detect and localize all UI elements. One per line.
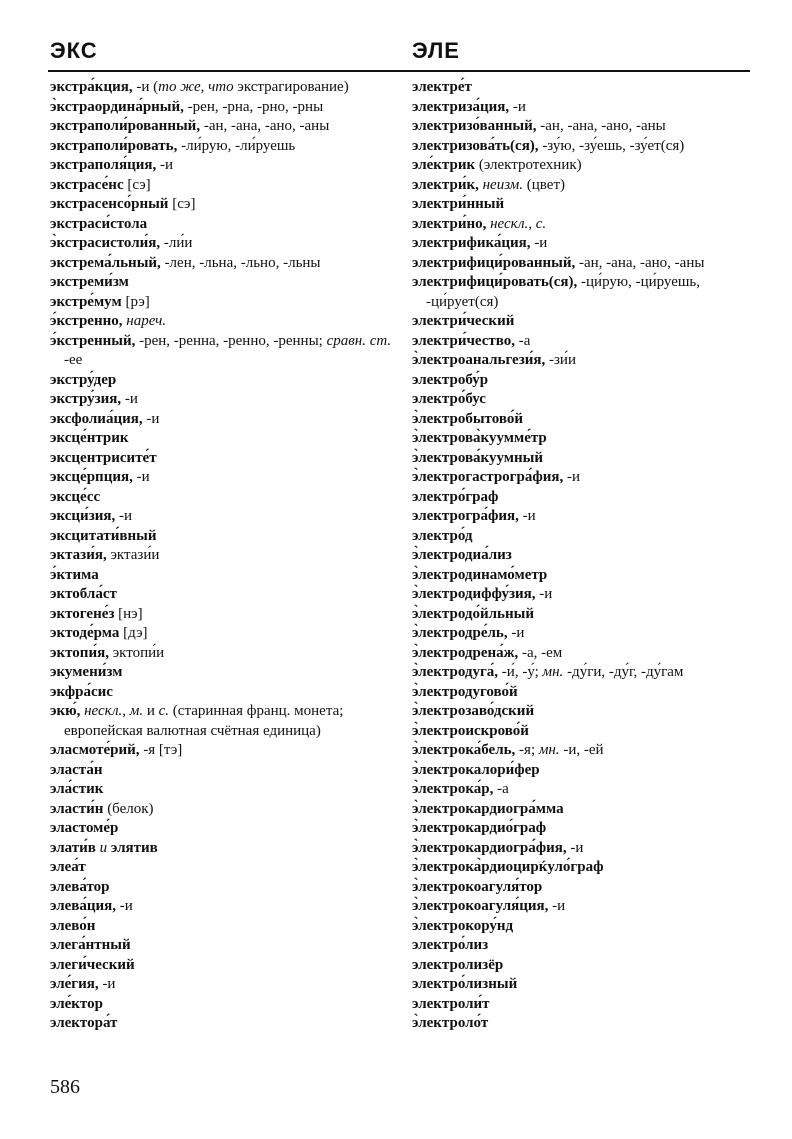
headword: эктази́я, — [50, 547, 107, 563]
dictionary-entry — [412, 995, 752, 1015]
headword: эксцитати́вный — [50, 527, 157, 544]
dictionary-entry — [50, 156, 395, 176]
dictionary-entry — [50, 936, 395, 956]
dictionary-entry — [50, 137, 395, 157]
dictionary-entry — [50, 839, 395, 859]
entry-text: и — [143, 703, 159, 719]
dictionary-entry — [412, 722, 752, 742]
dictionary-entry — [412, 644, 752, 664]
headword: электро́лиз — [412, 937, 489, 953]
headword: э̀лектрока́бель, — [412, 742, 516, 758]
headword: э̀лектроанальгези́я, — [412, 352, 546, 368]
headword: эксци́зия, — [50, 508, 116, 524]
headword: экстре́мум — [50, 293, 122, 310]
headword: электро́д — [412, 527, 473, 544]
running-head-left: ЭКС — [50, 38, 98, 63]
dictionary-entry — [412, 273, 752, 312]
headword: э̀лектробытово́й — [412, 410, 523, 427]
dictionary-entry — [50, 429, 395, 449]
headword: э̀кстраордина́рный, — [50, 98, 184, 115]
entry-text: (цвет) — [523, 176, 565, 193]
dictionary-entry — [50, 371, 395, 391]
entry-label: сравн. ст. — [326, 332, 392, 349]
dictionary-entry — [412, 215, 752, 235]
headword: экстраполи́ровать, — [50, 137, 178, 154]
headword: э̀лектрогастрогра́фия, — [412, 469, 564, 485]
headword: элево́н — [50, 917, 96, 934]
dictionary-entry — [50, 683, 395, 703]
headword: э̀лектрокору́нд — [412, 917, 514, 934]
dictionary-entry — [50, 117, 395, 137]
dictionary-entry — [412, 917, 752, 937]
entry-text: -и — [98, 976, 116, 992]
entry-label: мн. — [538, 742, 560, 758]
entry-text: -и — [563, 469, 581, 485]
right-column — [412, 78, 752, 1034]
headword: экстрасенсо́рный — [50, 196, 169, 212]
headword: э̀лектродрена́ж, — [412, 644, 519, 661]
headword: э̀лектрокардио́граф — [412, 820, 547, 836]
dictionary-entry — [412, 1014, 752, 1034]
dictionary-entry — [50, 273, 395, 293]
dictionary-entry — [50, 176, 395, 196]
entry-label: нескл., с. — [490, 215, 547, 232]
headword: электора́т — [50, 1015, 118, 1031]
headword: электро́лизный — [412, 976, 518, 992]
dictionary-entry — [50, 878, 395, 898]
headword: э̀лектрова́куумный — [412, 449, 543, 466]
headword: экю́, — [50, 703, 81, 719]
headword: электрогра́фия, — [412, 508, 519, 524]
entry-label: и — [99, 839, 108, 856]
dictionary-entry — [50, 858, 395, 878]
dictionary-entry — [50, 761, 395, 781]
page-number: 586 — [50, 1076, 80, 1098]
dictionary-entry — [50, 1014, 395, 1034]
headword: элятив — [110, 839, 158, 856]
entry-text: -ан, -ана, -ано, -аны — [200, 118, 330, 134]
dictionary-entry — [412, 585, 752, 605]
headword: эксце́сс — [50, 488, 101, 505]
entry-label: с. — [158, 703, 170, 719]
headword: эктоде́рма — [50, 625, 120, 641]
dictionary-entry — [50, 488, 395, 508]
dictionary-entry — [412, 780, 752, 800]
headword: эласмоте́рий, — [50, 742, 140, 758]
headword: эла́стик — [50, 781, 104, 797]
dictionary-entry — [412, 546, 752, 566]
headword: э̀лектрова̀куумме́тр — [412, 430, 547, 446]
entry-label: нареч. — [126, 313, 167, 329]
headword: эласта́н — [50, 761, 103, 778]
headword: эласти́н — [50, 800, 104, 817]
dictionary-entry — [50, 215, 395, 235]
entry-text: [сэ] — [123, 176, 151, 193]
headword: электрифика́ция, — [412, 235, 531, 251]
dictionary-entry — [50, 78, 395, 98]
dictionary-entry — [50, 390, 395, 410]
dictionary-entry — [412, 663, 752, 683]
dictionary-entry — [412, 468, 752, 488]
headword: электрифици́ровать(ся), — [412, 274, 578, 290]
entry-text: -я [тэ] — [139, 742, 183, 758]
headword: э̀лектроло́т — [412, 1015, 489, 1031]
entry-text: -ан, -ана, -ано, -аны — [575, 254, 705, 271]
entry-text: -и — [535, 586, 553, 602]
headword: электриза́ция, — [412, 98, 510, 115]
dictionary-entry — [412, 527, 752, 547]
headword: электре́т — [412, 79, 472, 95]
dictionary-entry — [50, 98, 395, 118]
headword: электро́граф — [412, 488, 499, 505]
headword: э̀лектроискрово́й — [412, 722, 529, 739]
dictionary-entry — [412, 878, 752, 898]
entry-text: -а, -ем — [518, 644, 563, 661]
headword: экстраполя́ция, — [50, 157, 157, 173]
dictionary-entry — [50, 956, 395, 976]
headword: э̀лектрокалори́фер — [412, 761, 540, 778]
dictionary-entry — [50, 995, 395, 1015]
dictionary-entry — [412, 410, 752, 430]
entry-text: -и — [121, 391, 138, 407]
dictionary-entry — [50, 527, 395, 547]
dictionary-entry — [50, 624, 395, 644]
dictionary-entry — [412, 117, 752, 137]
headword: э̀лектрокоагуля́тор — [412, 878, 543, 895]
dictionary-entry — [412, 624, 752, 644]
dictionary-entry — [412, 429, 752, 449]
dictionary-entry — [412, 936, 752, 956]
headword: эксце́нтрик — [50, 430, 129, 446]
dictionary-entry — [412, 566, 752, 586]
entry-text: -и — [116, 898, 133, 914]
dictionary-entry — [412, 507, 752, 527]
entry-text: (белок) — [103, 800, 154, 817]
dictionary-entry — [50, 644, 395, 664]
headword: электрифици́рованный, — [412, 254, 576, 271]
entry-text: -и — [509, 98, 526, 115]
dictionary-entry — [412, 176, 752, 196]
entry-text: -и — [518, 508, 536, 524]
headword: электри́ческий — [412, 313, 515, 329]
entry-text: -ду́ги, -ду́г, -ду́гам — [563, 664, 684, 680]
entry-text: -ли́рую, -ли́руешь — [177, 137, 296, 154]
dictionary-entry — [412, 78, 752, 98]
dictionary-entry — [50, 332, 395, 371]
headword: электро́бус — [412, 391, 486, 407]
headword: эле́ктрик — [412, 157, 476, 173]
dictionary-entry — [412, 312, 752, 332]
dictionary-entry — [50, 585, 395, 605]
headword: э̀лектрока̀рдиоцирќуло́граф — [412, 859, 604, 875]
entry-label: то же, что — [158, 79, 234, 95]
headword: э́кстренно, — [50, 313, 123, 329]
entry-text: -ци́рую, -ци́руешь, -ци́рует(ся) — [426, 274, 701, 310]
dictionary-entry — [412, 195, 752, 215]
headword: э̀лектродиффу́зия, — [412, 586, 536, 602]
headword: э̀лектродиа́лиз — [412, 547, 512, 563]
dictionary-entry — [50, 546, 395, 566]
entry-text: -и ( — [132, 79, 159, 95]
entry-text: -и — [132, 469, 150, 485]
entry-text: [рэ] — [121, 293, 150, 310]
dictionary-entry — [50, 605, 395, 625]
entry-text: -ее — [64, 352, 83, 368]
dictionary-entry — [50, 449, 395, 469]
dictionary-entry — [50, 507, 395, 527]
dictionary-entry — [50, 819, 395, 839]
running-head-right: ЭЛЕ — [412, 38, 460, 63]
dictionary-entry — [50, 410, 395, 430]
dictionary-entry — [412, 390, 752, 410]
entry-text: эктопи́и — [108, 644, 165, 661]
dictionary-entry — [412, 819, 752, 839]
dictionary-entry — [50, 663, 395, 683]
dictionary-entry — [412, 98, 752, 118]
entry-text: [дэ] — [119, 625, 148, 641]
entry-text: (электротехник) — [475, 157, 582, 173]
entry-text: -рен, -ренна, -ренно, -ренны; — [135, 332, 327, 349]
dictionary-entry — [50, 702, 395, 741]
entry-text: -ли́и — [160, 235, 193, 251]
entry-text: -и — [530, 235, 548, 251]
headword: эктопи́я, — [50, 644, 109, 661]
headword: эксцентрисите́т — [50, 449, 157, 466]
dictionary-entry — [412, 761, 752, 781]
entry-label: неизм. — [482, 176, 524, 193]
entry-text: -и — [507, 625, 525, 641]
dictionary-entry — [412, 351, 752, 371]
entry-text: -и́, -у́; — [498, 664, 543, 680]
headword: экстру́зия, — [50, 391, 122, 407]
entry-text: -зи́и — [545, 352, 576, 368]
entry-text: эктази́и — [106, 547, 160, 563]
headword: экстрема́льный, — [50, 254, 161, 271]
dictionary-entry — [412, 800, 752, 820]
dictionary-entry — [412, 488, 752, 508]
headword: экумени́зм — [50, 664, 123, 680]
headword: электролизёр — [412, 956, 504, 973]
entry-text: -и — [566, 839, 584, 856]
headword: эле́ктор — [50, 995, 103, 1012]
entry-text: -лен, -льна, -льно, -льны — [160, 254, 321, 271]
entry-text: -и, -ей — [559, 742, 604, 758]
dictionary-entry — [50, 741, 395, 761]
headword: элева́ция, — [50, 898, 117, 914]
dictionary-entry — [50, 293, 395, 313]
headword: экстраси́стола — [50, 215, 148, 232]
dictionary-entry — [412, 371, 752, 391]
dictionary-entry — [50, 468, 395, 488]
headword: элева́тор — [50, 878, 110, 895]
dictionary-entry — [412, 605, 752, 625]
dictionary-entry — [50, 975, 395, 995]
headword: эктогене́з — [50, 605, 115, 622]
entry-text: -а — [493, 781, 509, 797]
dictionary-entry — [50, 566, 395, 586]
dictionary-entry — [50, 780, 395, 800]
entry-text: -и — [115, 508, 133, 524]
entry-label: нескл., м. — [84, 703, 144, 719]
headword: элати́в — [50, 839, 96, 856]
dictionary-entry — [412, 839, 752, 859]
headword: э̀лектродре́ль, — [412, 625, 508, 641]
dictionary-entry — [50, 234, 395, 254]
dictionary-entry — [412, 254, 752, 274]
headword: эластоме́р — [50, 820, 119, 836]
entry-text: (старинная франц. монета; европейская валютная счётная единица) — [64, 703, 344, 739]
entry-text: [сэ] — [168, 196, 196, 212]
headword: электри́к, — [412, 176, 479, 193]
headword: э̀лектрокардиогра́фия, — [412, 839, 567, 856]
headword: электризо́ванный, — [412, 118, 537, 134]
header-rule — [48, 70, 750, 72]
dictionary-entry — [50, 312, 395, 332]
headword: электри́нный — [412, 196, 505, 212]
dictionary-entry — [412, 702, 752, 722]
entry-text: -зу́ю, -зу́ешь, -зу́ет(ся) — [538, 137, 685, 154]
entry-text: -и — [548, 898, 566, 914]
headword: э̀лектрокоагуля́ция, — [412, 898, 549, 914]
dictionary-entry — [50, 800, 395, 820]
headword: эксфолиа́ция, — [50, 410, 143, 427]
dictionary-entry — [412, 956, 752, 976]
headword: электри́чество, — [412, 332, 516, 349]
dictionary-entry — [412, 234, 752, 254]
headword: э̀лектрока́р, — [412, 781, 494, 797]
headword: э́ктима — [50, 566, 99, 583]
headword: э̀лектродуга́, — [412, 664, 499, 680]
dictionary-entry — [50, 254, 395, 274]
headword: экстреми́зм — [50, 274, 129, 290]
headword: электроли́т — [412, 995, 490, 1012]
dictionary-entry — [50, 897, 395, 917]
dictionary-entry — [412, 897, 752, 917]
headword: э̀лектродугово́й — [412, 683, 518, 700]
headword: электри́но, — [412, 215, 487, 232]
entry-text: -рен, -рна, -рно, -рны — [183, 98, 324, 115]
headword: эксце́рпция, — [50, 469, 133, 485]
dictionary-entry — [412, 137, 752, 157]
headword: элега́нтный — [50, 937, 131, 953]
dictionary-entry — [412, 858, 752, 878]
headword: экстру́дер — [50, 371, 117, 388]
headword: э̀лектрозаво́дский — [412, 703, 535, 719]
entry-label: мн. — [542, 664, 564, 680]
dictionary-entry — [50, 195, 395, 215]
headword: э̀лектродо́йльный — [412, 605, 534, 622]
headword: экстраполи́рованный, — [50, 118, 201, 134]
headword: э̀лектродинамо́метр — [412, 566, 548, 583]
dictionary-entry — [412, 975, 752, 995]
dictionary-entry — [412, 332, 752, 352]
headword: электробу́р — [412, 371, 489, 388]
entry-text: -и — [142, 410, 160, 427]
headword: эктобла́ст — [50, 586, 117, 602]
headword: экстра́кция, — [50, 79, 133, 95]
entry-text: [нэ] — [114, 605, 143, 622]
headword: э̀лектрокардиогра́мма — [412, 800, 564, 817]
dictionary-entry — [412, 683, 752, 703]
dictionary-entry — [412, 741, 752, 761]
entry-text: -а — [515, 332, 531, 349]
entry-text: -ан, -ана, -ано, -аны — [536, 118, 666, 134]
headword: электризова́ть(ся), — [412, 137, 539, 154]
headword: экстрасе́нс — [50, 176, 124, 193]
dictionary-entry — [50, 917, 395, 937]
headword: элеги́ческий — [50, 956, 135, 973]
headword: э̀кстрасистоли́я, — [50, 235, 161, 251]
entry-text: -я; — [515, 742, 539, 758]
dictionary-entry — [412, 156, 752, 176]
headword: элеа́т — [50, 859, 86, 875]
left-column — [50, 78, 395, 1034]
dictionary-entry — [412, 449, 752, 469]
headword: эле́гия, — [50, 976, 99, 992]
entry-text: -и — [156, 157, 174, 173]
entry-text: экстрагирование) — [233, 79, 349, 95]
headword: э́кстренный, — [50, 332, 136, 349]
headword: экфра́сис — [50, 683, 113, 700]
